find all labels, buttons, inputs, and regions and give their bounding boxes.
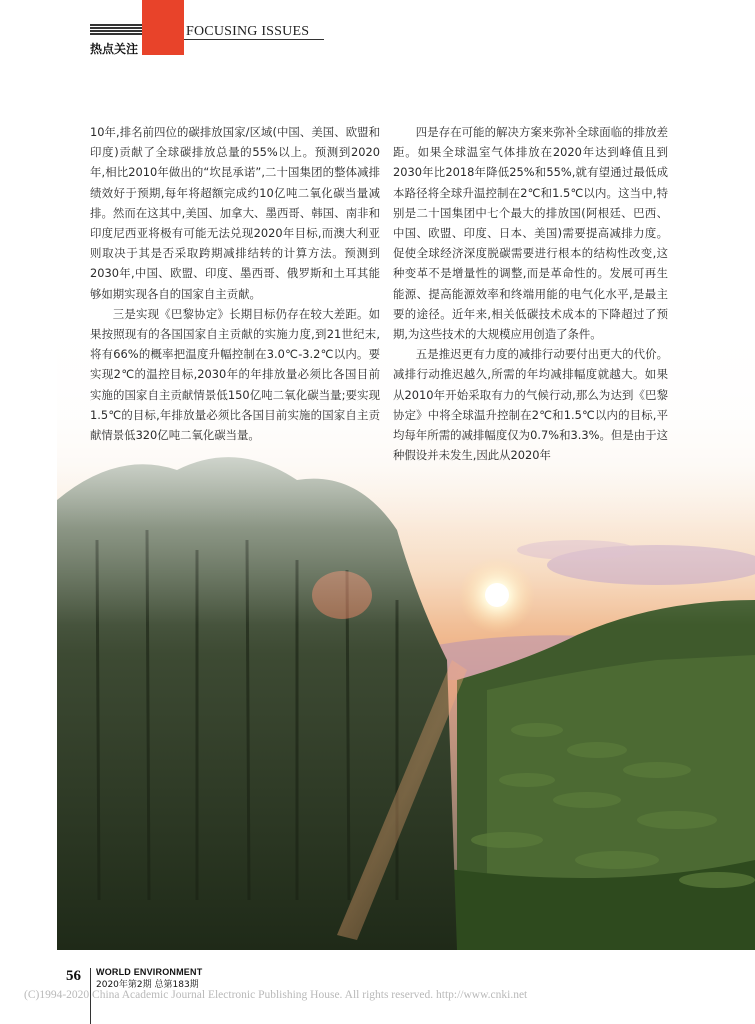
paragraph: 五是推迟更有力度的减排行动要付出更大的代价。减排行动推迟越久,所需的年均减排幅度就越大。如果从2010年开始采取有力的气候行动,那么为达到《巴黎协定》中将全球温升控制在2℃和1.5℃以内的目标,平均每年所需的减排幅度仅为0.7%和3.3%。但是由于这种假设并未发生,因此从2020年: [393, 347, 668, 463]
header-decorative-lines: [90, 24, 142, 38]
section-title-en: FOCUSING ISSUES: [186, 24, 310, 39]
left-text-column: [90, 122, 380, 445]
paragraph: 三是实现《巴黎协定》长期目标仍存在较大差距。如果按照现有的各国国家自主贡献的实施力度,到21世纪末,将有66%的概率把温度升幅控制在3.0℃-3.2℃以内。要实现2℃的温控目标,2030年的年排放量必须比各国目前实施的国家自主贡献情景低150亿吨二氧化碳当量;要实现1.5℃的目标,年排放量必须比各国目前实施的国家自主贡献情景低320亿吨二氧化碳当量。: [90, 306, 380, 443]
page-number: 56: [66, 968, 81, 984]
paragraph: 四是存在可能的解决方案来弥补全球面临的排放差距。如果全球温室气体排放在2020年达到峰值且到2030年比2018年降低25%和55%,就有望通过最低成本路径将全球升温控制在2℃和1.5℃以内。这当中,特别是二十国集团中七个最大的排放国(阿根廷、巴西、中国、欧盟、印度、日本、美国)需要提高减排力度。促使全球经济深度脱碳需要进行根本的结构性改变,这种变革不是增量性的调整,而是革命性的。发展可再生能源、提高能源效率和终端用能的电气化水平,是最主要的途径。近年来,相关低碳技术成本的下降超过了预期,为这些技术的大规模应用创造了条件。: [393, 125, 668, 342]
copyright-notice: (C)1994-2020 China Academic Journal Electronic Publishing House. All rights reserved. http://www.cnki.net: [24, 989, 528, 1001]
header-red-block: [142, 0, 184, 55]
issue-info: 2020年第2期 总第183期: [96, 980, 199, 990]
paragraph: 10年,排名前四位的碳排放国家/区域(中国、美国、欧盟和印度)贡献了全球碳排放总量的55%以上。预测到2020年,相比2010年做出的“坎昆承诺”,二十国集团的整体减排绩效好于预期,每年将超额完成约10亿吨二氧化碳当量减排。然而在这其中,美国、加拿大、墨西哥、韩国、南非和印度尼西亚将极有可能无法兑现2020年目标,而澳大利亚则取决于其是否采取跨期减排结转的计算方法。预测到2030年,中国、欧盟、印度、墨西哥、俄罗斯和土耳其能够如期实现各自的国家自主贡献。: [90, 125, 380, 301]
right-text-column: [393, 122, 668, 465]
magazine-name: WORLD ENVIRONMENT: [96, 967, 203, 977]
section-title-cn: 热点关注: [90, 42, 139, 56]
